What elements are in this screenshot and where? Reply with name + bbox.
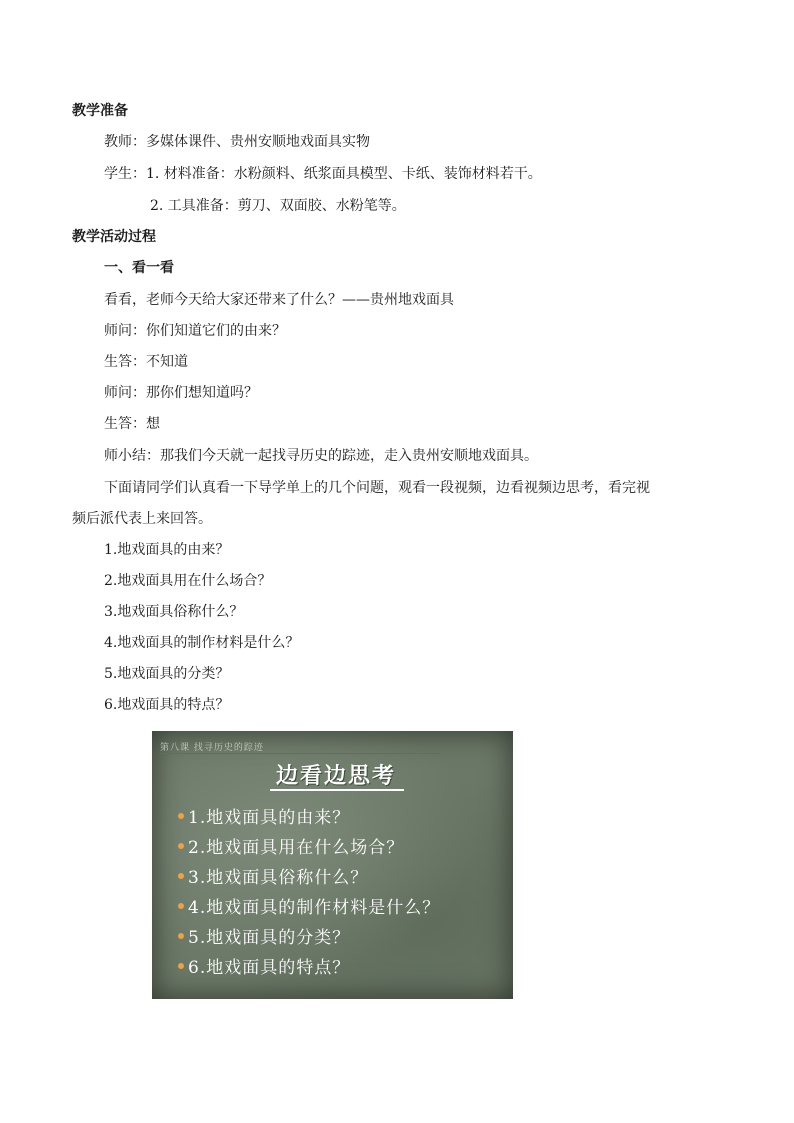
bullet-icon [178,813,184,819]
dialogue-line: 看看，老师今天给大家还带来了什么？——贵州地戏面具 [104,292,454,308]
dialogue-line: 生答：想 [104,416,160,432]
bullet-icon [178,843,184,849]
question-item: 1.地戏面具的由来？ [104,542,230,558]
bullet-icon [178,963,184,969]
bullet-icon [178,873,184,879]
slide-item [178,897,440,919]
question-item: 3.地戏面具俗称什么？ [104,604,244,620]
bullet-icon [178,933,184,939]
question-item: 6.地戏面具的特点？ [104,697,230,713]
slide-header-rule [160,753,440,754]
dialogue-line: 频后派代表上来回答。 [72,511,212,527]
slide-item [178,837,404,859]
slide-item-text: 5.地戏面具的分类？ [188,928,351,948]
slide-item-text: 1.地戏面具的由来？ [188,808,351,828]
dialogue-line: 师小结：那我们今天就一起找寻历史的踪迹，走入贵州安顺地戏面具。 [104,448,538,464]
student-prep-line-1: 学生：1. 材料准备：水粉颜料、纸浆面具模型、卡纸、装饰材料若干。 [104,166,542,182]
teacher-prep-line: 教师：多媒体课件、贵州安顺地戏面具实物 [104,134,370,150]
prep-heading: 教学准备 [72,103,128,119]
slide-item-text: 6.地戏面具的特点？ [188,958,351,978]
dialogue-line: 下面请同学们认真看一下导学单上的几个问题，观看一段视频，边看视频边思考，看完视 [104,480,650,496]
question-item: 5.地戏面具的分类？ [104,666,230,682]
bullet-icon [178,903,184,909]
slide-item [178,807,350,829]
slide-item-text: 3.地戏面具俗称什么？ [188,868,369,888]
process-heading: 教学活动过程 [72,229,156,245]
question-item: 4.地戏面具的制作材料是什么？ [104,635,300,651]
question-item: 2.地戏面具用在什么场合？ [104,573,272,589]
slide-title-underline [270,789,404,791]
student-prep-line-2: 2. 工具准备：剪刀、双面胶、水粉笔等。 [150,198,406,214]
dialogue-line: 生答：不知道 [104,354,188,370]
slide-item [178,867,368,889]
slide-image [152,731,513,999]
slide-title: 边看边思考 [275,763,396,789]
sub-heading-look: 一、看一看 [104,260,174,276]
slide-item [178,957,350,979]
dialogue-line: 师问：那你们想知道吗？ [104,385,258,401]
slide-item-text: 4.地戏面具的制作材料是什么？ [188,898,441,918]
slide-header: 第八课 找寻历史的踪迹 [160,743,264,753]
slide-item [178,927,350,949]
dialogue-line: 师问：你们知道它们的由来？ [104,323,286,339]
slide-item-text: 2.地戏面具用在什么场合？ [188,838,405,858]
